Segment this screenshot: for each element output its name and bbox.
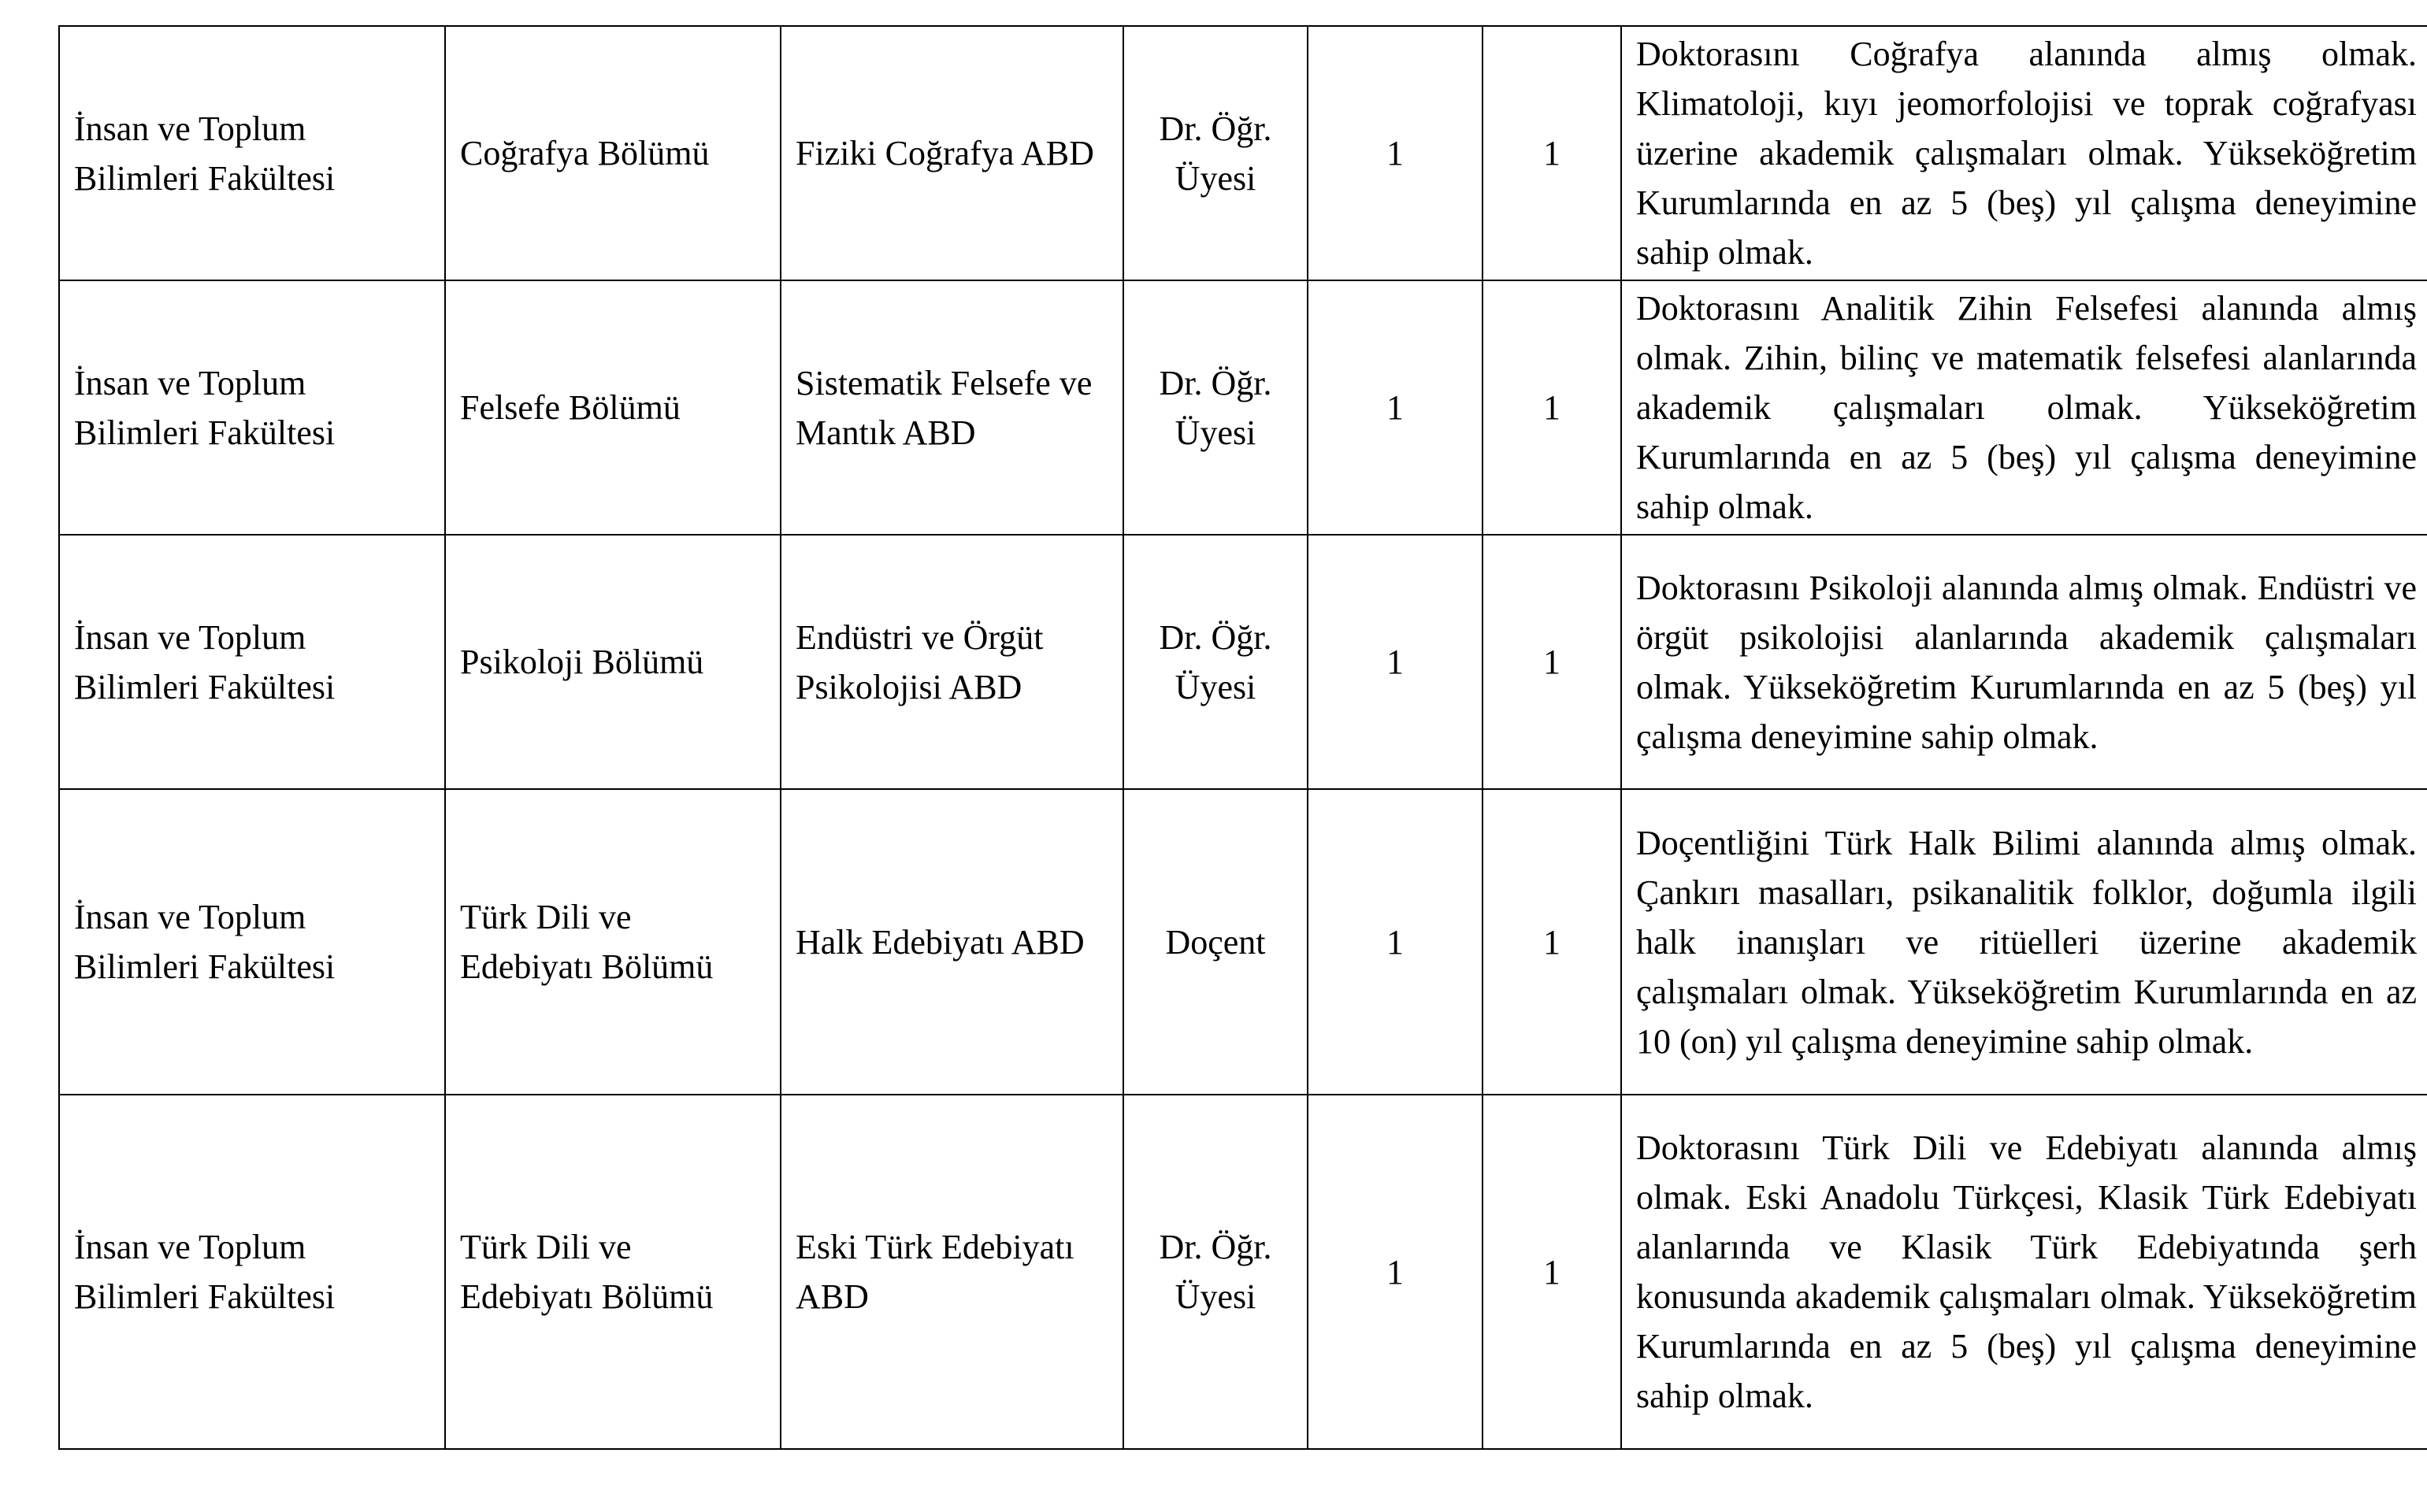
kadro-cell: 1 xyxy=(1483,1095,1621,1449)
department-cell: Coğrafya Bölümü xyxy=(445,26,781,280)
count-cell: 1 xyxy=(1308,789,1483,1095)
count-cell: 1 xyxy=(1308,280,1483,535)
table-row xyxy=(59,280,2427,535)
table-row xyxy=(59,26,2427,280)
faculty-cell: İnsan ve Toplum Bilimleri Fakültesi xyxy=(59,1095,445,1449)
table-row xyxy=(59,535,2427,789)
division-cell: Fiziki Coğrafya ABD xyxy=(781,26,1123,280)
kadro-cell: 1 xyxy=(1483,26,1621,280)
title-cell: Doçent xyxy=(1123,789,1308,1095)
title-cell: Dr. Öğr. Üyesi xyxy=(1123,280,1308,535)
faculty-cell: İnsan ve Toplum Bilimleri Fakültesi xyxy=(59,280,445,535)
requirements-cell: Doçentliğini Türk Halk Bilimi alanında almış olmak. Çankırı masalları, psikanalitik folklor, doğumla ilgili halk inanışları ve ritüelleri üzerine akademik çalışmaları olmak. Yükseköğretim Kurumlarında en az 10 (on) yıl çalışma deneyimine sahip olmak. xyxy=(1621,789,2427,1095)
department-cell: Türk Dili ve Edebiyatı Bölümü xyxy=(445,1095,781,1449)
kadro-cell: 1 xyxy=(1483,535,1621,789)
requirements-cell: Doktorasını Analitik Zihin Felsefesi alanında almış olmak. Zihin, bilinç ve matematik felsefesi alanlarında akademik çalışmaları olmak. Yükseköğretim Kurumlarında en az 5 (beş) yıl çalışma deneyimine sahip olmak. xyxy=(1621,280,2427,535)
count-cell: 1 xyxy=(1308,26,1483,280)
department-cell: Felsefe Bölümü xyxy=(445,280,781,535)
title-cell: Dr. Öğr. Üyesi xyxy=(1123,535,1308,789)
title-cell: Dr. Öğr. Üyesi xyxy=(1123,1095,1308,1449)
kadro-cell: 1 xyxy=(1483,789,1621,1095)
division-cell: Endüstri ve Örgüt Psikolojisi ABD xyxy=(781,535,1123,789)
division-cell: Eski Türk Edebiyatı ABD xyxy=(781,1095,1123,1449)
positions-table xyxy=(58,25,2427,1450)
faculty-cell: İnsan ve Toplum Bilimleri Fakültesi xyxy=(59,26,445,280)
count-cell: 1 xyxy=(1308,1095,1483,1449)
department-cell: Türk Dili ve Edebiyatı Bölümü xyxy=(445,789,781,1095)
document-page xyxy=(58,25,2427,1450)
faculty-cell: İnsan ve Toplum Bilimleri Fakültesi xyxy=(59,535,445,789)
kadro-cell: 1 xyxy=(1483,280,1621,535)
division-cell: Sistematik Felsefe ve Mantık ABD xyxy=(781,280,1123,535)
title-cell: Dr. Öğr. Üyesi xyxy=(1123,26,1308,280)
requirements-cell: Doktorasını Türk Dili ve Edebiyatı alanında almış olmak. Eski Anadolu Türkçesi, Klasik Türk Edebiyatı alanlarında ve Klasik Türk Edebiyatında şerh konusunda akademik çalışmaları olmak. Yükseköğretim Kurumlarında en az 5 (beş) yıl çalışma deneyimine sahip olmak. xyxy=(1621,1095,2427,1449)
count-cell: 1 xyxy=(1308,535,1483,789)
table-row xyxy=(59,1095,2427,1449)
faculty-cell: İnsan ve Toplum Bilimleri Fakültesi xyxy=(59,789,445,1095)
requirements-cell: Doktorasını Coğrafya alanında almış olmak. Klimatoloji, kıyı jeomorfolojisi ve toprak coğrafyası üzerine akademik çalışmaları olmak. Yükseköğretim Kurumlarında en az 5 (beş) yıl çalışma deneyimine sahip olmak. xyxy=(1621,26,2427,280)
department-cell: Psikoloji Bölümü xyxy=(445,535,781,789)
table-row xyxy=(59,789,2427,1095)
requirements-cell: Doktorasını Psikoloji alanında almış olmak. Endüstri ve örgüt psikolojisi alanlarında akademik çalışmaları olmak. Yükseköğretim Kurumlarında en az 5 (beş) yıl çalışma deneyimine sahip olmak. xyxy=(1621,535,2427,789)
division-cell: Halk Edebiyatı ABD xyxy=(781,789,1123,1095)
